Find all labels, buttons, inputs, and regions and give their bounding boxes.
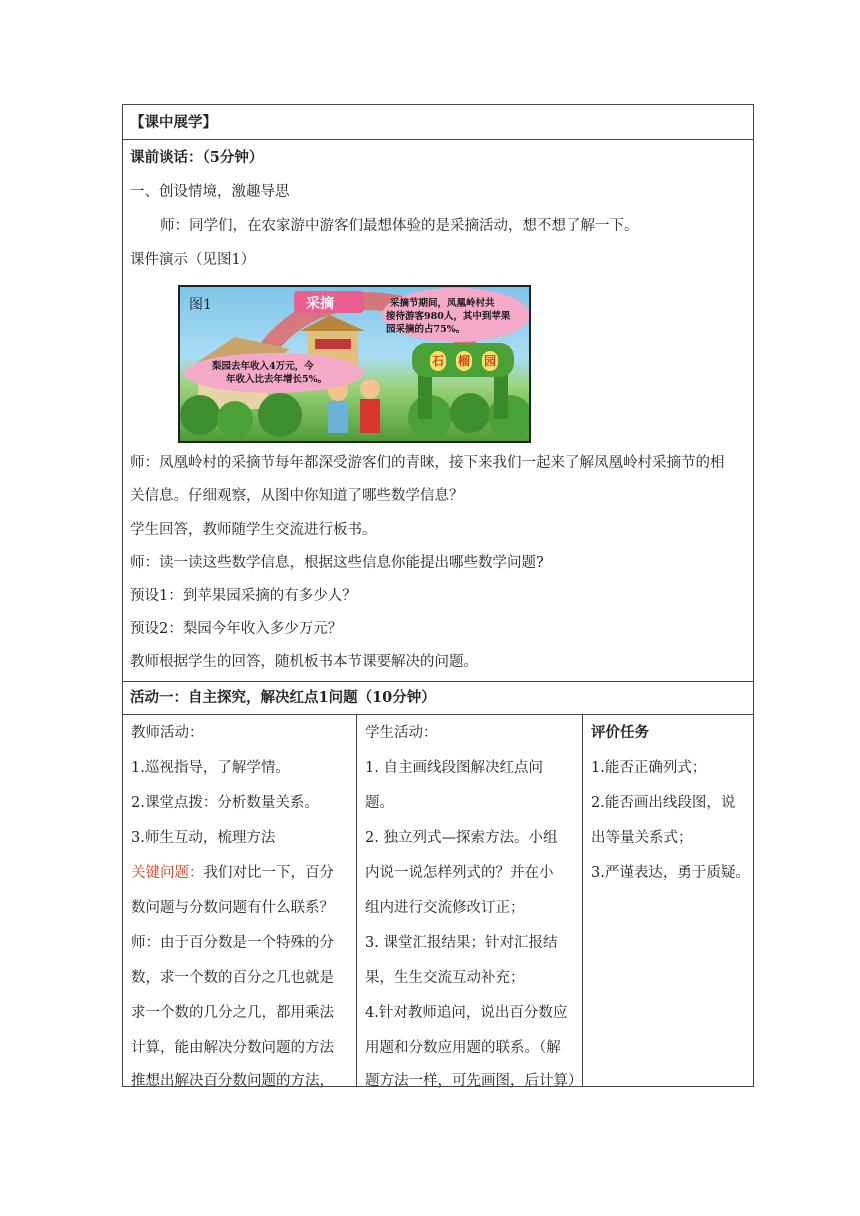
teacher-col-item-2: 2.课堂点拨：分析数量关系。 bbox=[131, 795, 319, 811]
preset-1: 预设1：到苹果园采摘的有多少人？ bbox=[130, 588, 357, 604]
student-answer: 学生回答，教师随学生交流进行板书。 bbox=[130, 522, 377, 538]
student-col-line-9: 用题和分数应用题的联系。（解 bbox=[365, 1040, 561, 1056]
bubble-top-line-3: 园采摘的占75%。 bbox=[386, 324, 466, 335]
courseware-demo: 课件演示（见图1） bbox=[130, 252, 256, 268]
teacher-question-1-line-1: 师：凤凰岭村的采摘节每年都深受游客们的青睐，接下来我们一起来了解凤凰岭村采摘节的相 bbox=[130, 455, 725, 471]
evaluation-line-3: 出等量关系式； bbox=[591, 830, 693, 846]
section-title: 【课中展学】 bbox=[130, 114, 217, 131]
activity1-title-row bbox=[122, 681, 754, 715]
teacher-explain-line-5: 推想出解决百分数问题的方法， bbox=[131, 1073, 334, 1089]
gate-char-1: 石 bbox=[430, 351, 446, 371]
header-row bbox=[122, 104, 754, 140]
teacher-explain-line-3: 求一个数的几分之几，都用乘法 bbox=[131, 1005, 334, 1021]
evaluation-line-1: 1.能否正确列式； bbox=[591, 760, 707, 776]
activity1-title: 活动一：自主探究，解决红点1问题（10分钟） bbox=[130, 689, 436, 706]
student-col-line-8: 4.针对教师追问，说出百分数应 bbox=[365, 1005, 568, 1021]
teacher-explain-line-4: 计算，能由解决分数问题的方法 bbox=[131, 1040, 334, 1056]
student-col-line-5: 组内进行交流修改订正； bbox=[365, 900, 525, 916]
student-col-line-7: 果，生生交流互动补充； bbox=[365, 970, 525, 986]
preset-2: 预设2：梨园今年收入多少万元？ bbox=[130, 621, 343, 637]
picking-sign: 采摘 bbox=[306, 296, 334, 312]
teacher-explain-line-2: 数，求一个数的百分之几也就是 bbox=[131, 970, 334, 986]
evaluation-line-2: 2.能否画出线段图，说 bbox=[591, 795, 736, 811]
gate-char-2: 榴 bbox=[456, 351, 472, 371]
student-col-line-1: 1. 自主画线段图解决红点问 bbox=[365, 760, 543, 776]
teacher-col-item-1: 1.巡视指导，了解学情。 bbox=[131, 760, 290, 776]
student-col-line-10: 题方法一样，可先画图，后计算） bbox=[365, 1073, 583, 1089]
teacher-intro: 师：同学们，在农家游中游客们最想体验的是采摘活动，想不想了解一下。 bbox=[160, 218, 639, 234]
teacher-explain-line-1: 师：由于百分数是一个特殊的分 bbox=[131, 935, 334, 951]
teacher-col-item-3: 3.师生互动，梳理方法 bbox=[131, 830, 276, 846]
evaluation-heading: 评价任务 bbox=[591, 724, 649, 741]
key-question-text: 我们对比一下，百分 bbox=[203, 865, 334, 881]
bubble-top-line-2: 接待游客980人，其中到苹果 bbox=[386, 311, 511, 322]
figure-1-illustration bbox=[178, 285, 531, 443]
student-col-line-3: 2. 独立列式—探索方法。小组 bbox=[365, 830, 558, 846]
pre-talk-title: 课前谈话：（5分钟） bbox=[130, 149, 264, 166]
teacher-note: 教师根据学生的回答，随机板书本节课要解决的问题。 bbox=[130, 654, 478, 670]
evaluation-line-4: 3.严谨表达，勇于质疑。 bbox=[591, 865, 750, 881]
student-col-heading: 学生活动： bbox=[365, 725, 438, 741]
teacher-question-1-line-2: 关信息。仔细观察，从图中你知道了哪些数学信息？ bbox=[130, 488, 464, 504]
key-question-line-2: 数问题与分数问题有什么联系？ bbox=[131, 900, 334, 916]
evaluation-task-column bbox=[583, 715, 753, 1086]
teacher-question-2: 师：读一读这些数学信息，根据这些信息你能提出哪些数学问题? bbox=[130, 555, 544, 571]
gate-char-3: 园 bbox=[482, 351, 498, 371]
student-col-line-6: 3. 课堂汇报结果；针对汇报结 bbox=[365, 935, 558, 951]
bubble-left-line-1: 梨园去年收入4万元，今 bbox=[212, 361, 314, 372]
bubble-top-line-1: 采摘节期间，凤凰岭村共 bbox=[390, 298, 495, 309]
key-question-label: 关键问题： bbox=[131, 865, 204, 881]
student-activity-column bbox=[357, 715, 583, 1089]
figure-label: 图1 bbox=[189, 297, 212, 313]
activity1-table-row bbox=[122, 714, 754, 1087]
key-question-line-1 bbox=[131, 863, 334, 883]
teacher-activity-column bbox=[123, 715, 357, 1089]
situation-heading: 一、创设情境，激趣导思 bbox=[130, 184, 290, 200]
student-col-line-2: 题。 bbox=[365, 795, 394, 811]
bubble-left-line-2: 年收入比去年增长5%。 bbox=[226, 374, 328, 385]
student-col-line-4: 内说一说怎样列式的？并在小 bbox=[365, 865, 554, 881]
teacher-col-heading: 教师活动： bbox=[131, 725, 204, 741]
